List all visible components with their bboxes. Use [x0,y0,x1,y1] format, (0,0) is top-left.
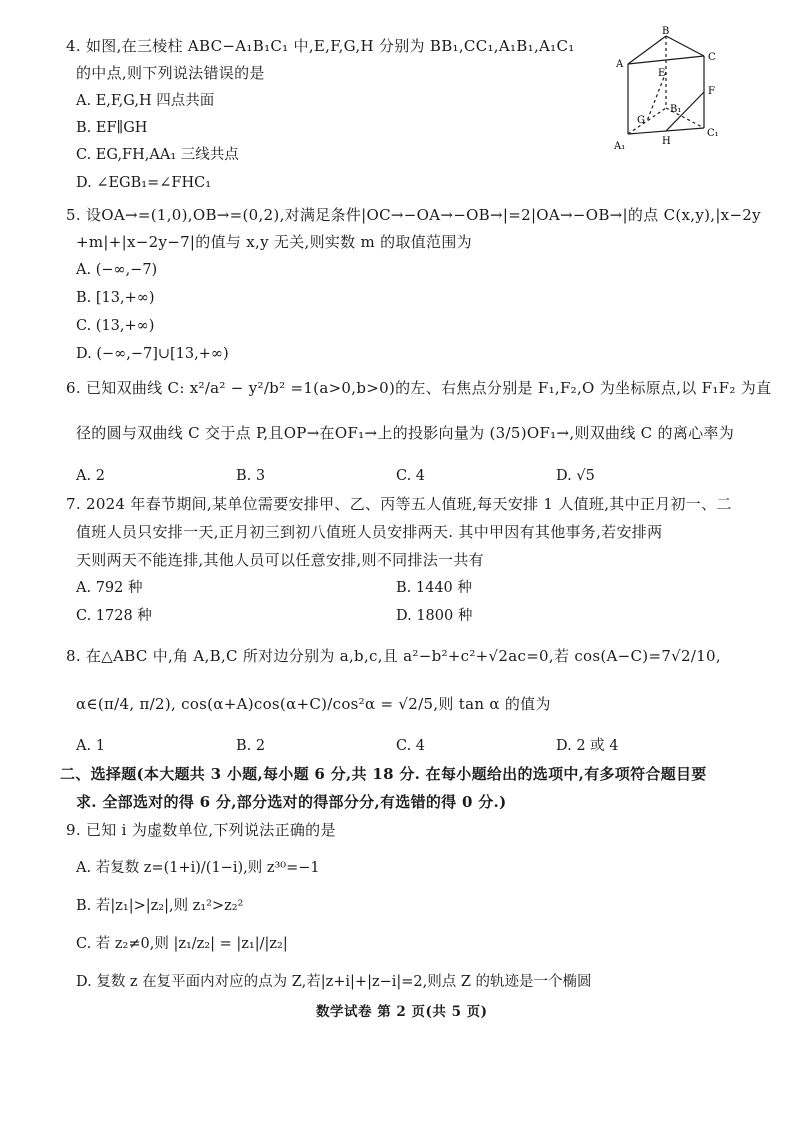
label-b: B [662,26,670,37]
q4-stem-2: 的中点,则下列说法错误的是 [76,64,265,82]
q9-option-a: A. 若复数 z=(1+i)/(1−i),则 z³⁰=−1 [76,860,320,876]
label-f: F [708,86,715,97]
q5-option-c: C. (13,+∞) [76,318,155,334]
q7-option-b: B. 1440 种 [396,580,472,596]
q8-option-d: D. 2 或 4 [556,738,619,754]
q8-stem-2: α∈(π/4, π/2), cos(α+A)cos(α+C)/cos²α = √2/5,则 tan α 的值为 [76,695,551,713]
q9-option-d: D. 复数 z 在复平面内对应的点为 Z,若|z+i|+|z−i|=2,则点 Z 的轨迹是一个椭圆 [76,974,592,990]
page-footer: 数学试卷 第 2 页(共 5 页) [316,1004,488,1020]
section-2-title-2: 求. 全部选对的得 6 分,部分选对的得部分分,有选错的得 0 分.) [76,793,507,811]
label-g: G [637,115,645,126]
q8-stem: 8. 在△ABC 中,角 A,B,C 所对边分别为 a,b,c,且 a²−b²+c²+√2ac=0,若 cos(A−C)=7√2/10, [66,647,721,665]
q9-option-c: C. 若 z₂≠0,则 |z₁/z₂| = |z₁|/|z₂| [76,936,288,952]
q7-stem-2: 值班人员只安排一天,正月初三到初八值班人员安排两天. 其中甲因有其他事务,若安排两 [76,523,663,541]
q5-option-b: B. [13,+∞) [76,290,155,306]
q4-stem: 4. 如图,在三棱柱 ABC−A₁B₁C₁ 中,E,F,G,H 分别为 BB₁,CC₁,A₁B₁,A₁C₁ [66,37,575,55]
q6-option-b: B. 3 [236,468,266,484]
q8-option-a: A. 1 [76,738,105,754]
q6-option-c: C. 4 [396,468,426,484]
q7-option-a: A. 792 种 [76,580,143,596]
q5-stem: 5. 设OA→=(1,0),OB→=(0,2),对满足条件|OC→−OA→−OB→|=2|OA→−OB→|的点 C(x,y),|x−2y [66,206,761,224]
q6-stem: 6. 已知双曲线 C: x²/a² − y²/b² =1(a>0,b>0)的左、右焦点分别是 F₁,F₂,O 为坐标原点,以 F₁F₂ 为直 [66,379,772,397]
q9-stem: 9. 已知 i 为虚数单位,下列说法正确的是 [66,821,336,839]
label-b1: B₁ [670,104,682,115]
q4-option-b: B. EF∥GH [76,120,148,136]
q4-option-d: D. ∠EGB₁=∠FHC₁ [76,175,212,191]
label-a1: A₁ [614,141,626,152]
label-h: H [662,136,671,147]
q6-option-d: D. √5 [556,468,595,484]
q6-stem-2: 径的圆与双曲线 C 交于点 P,且OP→在OF₁→上的投影向量为 (3/5)OF₁→,则双曲线 C 的离心率为 [76,424,735,442]
label-e: E [658,68,666,79]
q5-option-a: A. (−∞,−7) [76,262,158,278]
section-2-title: 二、选择题(本大题共 3 小题,每小题 6 分,共 18 分. 在每小题给出的选项中,有多项符合题目要 [60,765,707,783]
q4-option-a: A. E,F,G,H 四点共面 [76,93,215,109]
q8-option-c: C. 4 [396,738,426,754]
q8-option-b: B. 2 [236,738,266,754]
q6-option-a: A. 2 [76,468,105,484]
q7-option-d: D. 1800 种 [396,608,473,624]
q7-stem-3: 天则两天不能连排,其他人员可以任意安排,则不同排法一共有 [76,551,484,569]
prism-figure [600,26,730,154]
label-c: C [708,52,716,63]
q9-option-b: B. 若|z₁|>|z₂|,则 z₁²>z₂² [76,898,244,914]
q5-stem-2: +m|+|x−2y−7|的值与 x,y 无关,则实数 m 的取值范围为 [76,233,472,251]
label-a: A [616,59,624,70]
q7-stem: 7. 2024 年春节期间,某单位需要安排甲、乙、丙等五人值班,每天安排 1 人值班,其中正月初一、二 [66,495,732,513]
q5-option-d: D. (−∞,−7]∪[13,+∞) [76,346,229,362]
label-c1: C₁ [707,128,719,139]
q4-option-c: C. EG,FH,AA₁ 三线共点 [76,147,239,163]
q7-option-c: C. 1728 种 [76,608,152,624]
